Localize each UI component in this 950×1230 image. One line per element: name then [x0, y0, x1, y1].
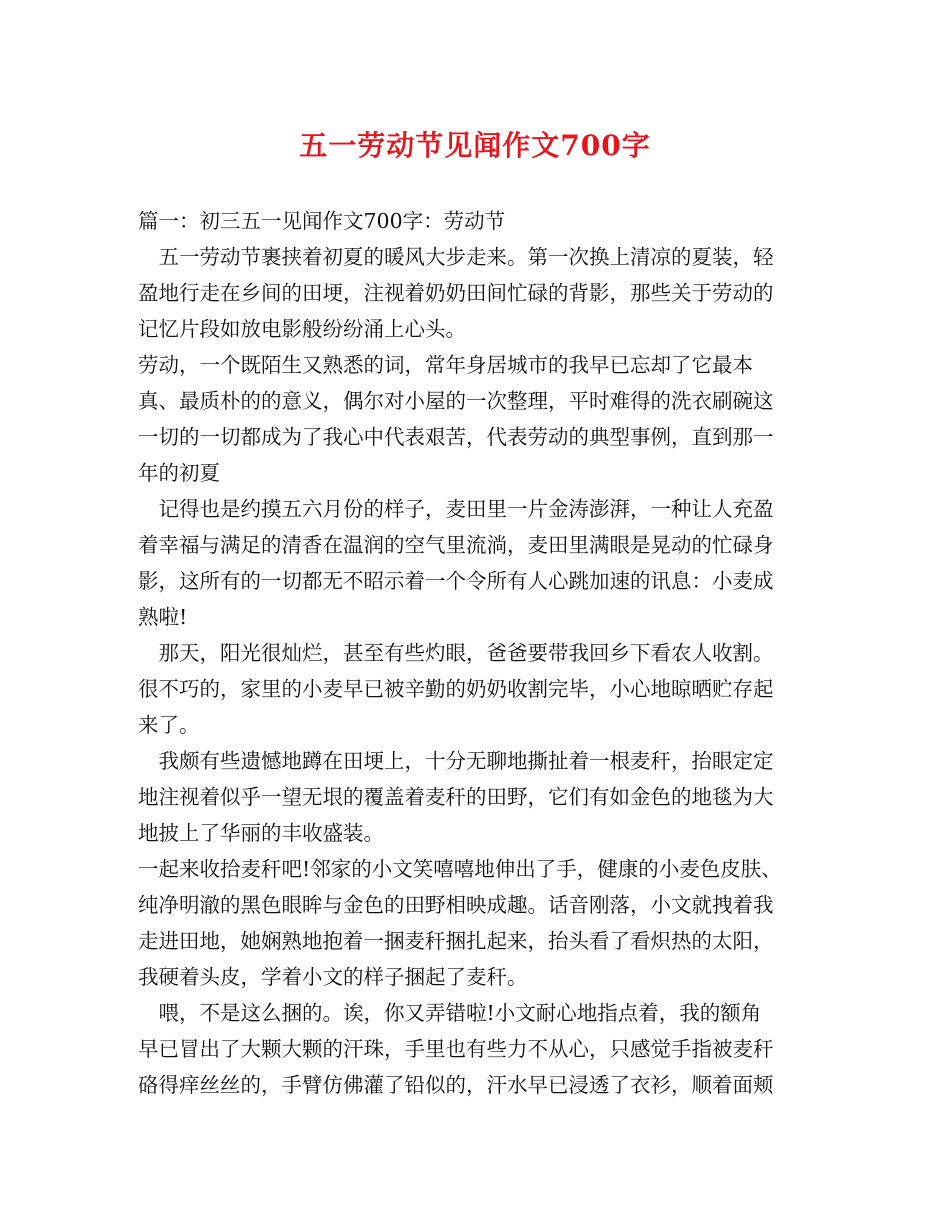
text-line: 影，这所有的一切都无不昭示着一个令所有人心跳加速的讯息：小麦成 [138, 569, 774, 593]
text-line: 走进田地，她娴熟地抱着一捆麦秆捆扎起来，抬头看了看炽热的太阳， [138, 929, 774, 953]
text-line: 篇一：初三五一见闻作文700字：劳动节 [138, 209, 506, 233]
document-title: 五一劳动节见闻作文700字 [299, 129, 651, 162]
text-line: 劳动，一个既陌生又熟悉的词，常年身居城市的我早已忘却了它最本 [138, 353, 753, 377]
text-line: 一起来收拾麦秆吧!邻家的小文笑嘻嘻地伸出了手，健康的小麦色皮肤、 [138, 857, 782, 881]
text-line: 那天，阳光很灿烂，甚至有些灼眼，爸爸要带我回乡下看农人收割。 [138, 641, 774, 665]
text-line: 五一劳动节裹挟着初夏的暖风大步走来。第一次换上清凉的夏装，轻 [138, 245, 774, 269]
text-line: 熟啦! [138, 605, 188, 629]
text-line: 着幸福与满足的清香在温润的空气里流淌，麦田里满眼是晃动的忙碌身 [138, 533, 774, 557]
text-line: 记得也是约摸五六月份的样子，麦田里一片金涛澎湃，一种让人充盈 [138, 497, 774, 521]
text-line: 盈地行走在乡间的田埂，注视着奶奶田间忙碌的背影，那些关于劳动的 [138, 281, 774, 305]
text-line: 地注视着似乎一望无垠的覆盖着麦秆的田野，它们有如金色的地毯为大 [138, 785, 774, 809]
text-line: 硌得痒丝丝的，手臂仿佛灌了铅似的，汗水早已浸透了衣衫，顺着面颊 [138, 1073, 774, 1097]
text-line: 很不巧的，家里的小麦早已被辛勤的奶奶收割完毕，小心地晾晒贮存起 [138, 677, 774, 701]
text-line: 地披上了华丽的丰收盛装。 [138, 821, 384, 845]
text-line: 一切的一切都成为了我心中代表艰苦，代表劳动的典型事例，直到那一 [138, 425, 774, 449]
document-body [138, 203, 818, 1103]
text-line: 来了。 [138, 713, 200, 737]
text-line: 纯净明澈的黑色眼眸与金色的田野相映成趣。话音刚落，小文就拽着我 [138, 893, 774, 917]
text-line: 喂，不是这么捆的。诶，你又弄错啦!小文耐心地指点着，我的额角 [138, 1001, 762, 1025]
text-line: 我硬着头皮，学着小文的样子捆起了麦秆。 [138, 965, 528, 989]
text-line: 我颇有些遗憾地蹲在田埂上，十分无聊地撕扯着一根麦秆，抬眼定定 [138, 749, 774, 773]
text-line: 年的初夏 [138, 461, 220, 485]
text-line: 真、最质朴的的意义，偶尔对小屋的一次整理，平时难得的洗衣刷碗这 [138, 389, 774, 413]
text-line: 记忆片段如放电影般纷纷涌上心头。 [138, 317, 466, 341]
text-line: 早已冒出了大颗大颗的汗珠，手里也有些力不从心，只感觉手指被麦秆 [138, 1037, 774, 1061]
